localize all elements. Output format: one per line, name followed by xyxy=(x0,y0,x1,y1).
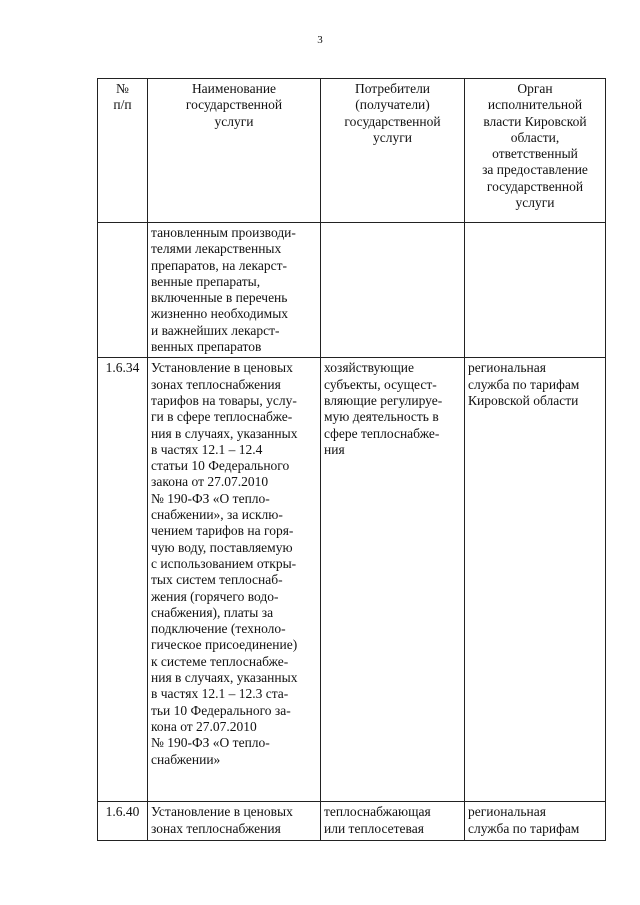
row-name xyxy=(148,358,321,802)
row-authority-text xyxy=(468,360,602,409)
text-line: Кировской области xyxy=(468,392,579,408)
text-line: служба по тарифам xyxy=(468,820,580,836)
text-line: зонах теплоснабжения xyxy=(151,820,281,836)
text-line: региональная xyxy=(468,804,546,820)
text-line: хозяйствующие xyxy=(324,360,415,376)
table-row xyxy=(98,223,606,358)
text-line: в частях 12.1 – 12.4 xyxy=(151,441,263,457)
table-row xyxy=(98,358,606,802)
text-line: п/п xyxy=(113,97,132,113)
text-line: к системе теплоснабже- xyxy=(151,653,289,669)
text-line: венные препараты, xyxy=(151,273,261,289)
text-line: кона от 27.07.2010 xyxy=(151,718,257,734)
text-line: вляющие регулируе- xyxy=(324,392,443,408)
row-name xyxy=(148,802,321,841)
header-authority xyxy=(465,79,606,223)
text-line: ния в случаях, указанных xyxy=(151,670,298,686)
text-line: с использованием откры- xyxy=(151,555,297,571)
row-authority xyxy=(465,802,606,841)
header-name-text xyxy=(151,81,317,130)
text-line: снабжении», за исклю- xyxy=(151,507,283,523)
text-line: статьи 10 Федерального xyxy=(151,458,290,474)
row-num xyxy=(98,358,148,802)
text-line: услуги xyxy=(515,195,555,211)
text-line: и важнейших лекарст- xyxy=(151,322,280,338)
row-authority xyxy=(465,358,606,802)
text-line: государственной xyxy=(486,178,584,194)
header-num-text xyxy=(101,81,144,114)
page-number: 3 xyxy=(317,34,323,46)
text-line: служба по тарифам xyxy=(468,376,580,392)
text-line: чением тарифов на горя- xyxy=(151,523,294,539)
text-line: № 190-ФЗ «О тепло- xyxy=(151,735,270,751)
text-line: Потребители xyxy=(354,81,431,96)
text-line: (получатели) xyxy=(355,97,430,113)
header-consumers-text xyxy=(324,81,461,146)
row-num-text xyxy=(101,804,144,820)
text-line: Установление в ценовых xyxy=(151,804,293,820)
row-name-text xyxy=(151,804,317,837)
header-num xyxy=(98,79,148,223)
text-line: чую воду, поставляемую xyxy=(151,539,293,555)
text-line: Установление в ценовых xyxy=(151,360,293,376)
text-line: № 190-ФЗ «О тепло- xyxy=(151,490,270,506)
text-line: ния в случаях, указанных xyxy=(151,425,298,441)
text-line: ответственный xyxy=(492,146,578,162)
header-consumers xyxy=(321,79,465,223)
row-consumers xyxy=(321,358,465,802)
text-line: власти Кировской xyxy=(483,113,587,129)
text-line: услуги xyxy=(373,129,412,145)
text-line: региональная xyxy=(468,360,546,376)
text-line: тановленным производи- xyxy=(151,225,296,240)
text-line: 1.6.40 xyxy=(105,804,140,820)
text-line: подключение (техноло- xyxy=(151,621,286,637)
table-header-row xyxy=(98,79,606,223)
text-line: области, xyxy=(510,129,560,145)
text-line: 1.6.34 xyxy=(105,360,140,376)
text-line: зонах теплоснабжения xyxy=(151,376,281,392)
text-line: Орган xyxy=(517,81,553,96)
row-num xyxy=(98,802,148,841)
text-line: тых систем теплоснаб- xyxy=(151,572,283,588)
text-line: № xyxy=(116,81,129,96)
row-consumers xyxy=(321,802,465,841)
row-authority xyxy=(465,223,606,358)
text-line: жизненно необходимых xyxy=(151,306,289,322)
text-line: жения (горячего водо- xyxy=(151,588,279,604)
text-line: мую деятельность в xyxy=(324,409,439,425)
row-num-text xyxy=(101,360,144,376)
text-line: сфере теплоснабже- xyxy=(324,425,440,441)
text-line: теплоснабжающая xyxy=(324,804,431,820)
row-name xyxy=(148,223,321,358)
row-consumers-text xyxy=(324,804,461,837)
text-line: тьи 10 Федерального за- xyxy=(151,702,291,718)
text-line: препаратов, на лекарст- xyxy=(151,257,287,273)
table-row xyxy=(98,802,606,841)
row-num xyxy=(98,223,148,358)
text-line: государственной xyxy=(344,113,441,129)
text-line: услуги xyxy=(214,113,254,129)
text-line: за предоставление xyxy=(482,162,588,178)
row-name-text xyxy=(151,225,317,355)
row-consumers-text xyxy=(324,360,461,458)
text-line: ния xyxy=(324,441,345,457)
text-line: исполнительной xyxy=(487,97,583,113)
row-authority-text xyxy=(468,804,602,837)
text-line: ги в сфере теплоснабже- xyxy=(151,409,293,425)
text-line: субъекты, осущест- xyxy=(324,376,437,392)
row-name-text xyxy=(151,360,317,767)
header-authority-text xyxy=(468,81,602,211)
text-line: или теплосетевая xyxy=(324,820,424,836)
text-line: снабжения), платы за xyxy=(151,604,274,620)
row-consumers xyxy=(321,223,465,358)
text-line: снабжении» xyxy=(151,751,221,767)
text-line: гическое присоединение) xyxy=(151,637,298,653)
text-line: телями лекарственных xyxy=(151,241,282,257)
text-line: венных препаратов xyxy=(151,339,262,355)
text-line: закона от 27.07.2010 xyxy=(151,474,269,490)
text-line: Наименование xyxy=(191,81,277,96)
text-line: включенные в перечень xyxy=(151,290,288,306)
text-line: государственной xyxy=(185,97,283,113)
header-name xyxy=(148,79,321,223)
text-line: в частях 12.1 – 12.3 ста- xyxy=(151,686,289,702)
services-table xyxy=(97,78,606,841)
text-line: тарифов на товары, услу- xyxy=(151,392,297,408)
